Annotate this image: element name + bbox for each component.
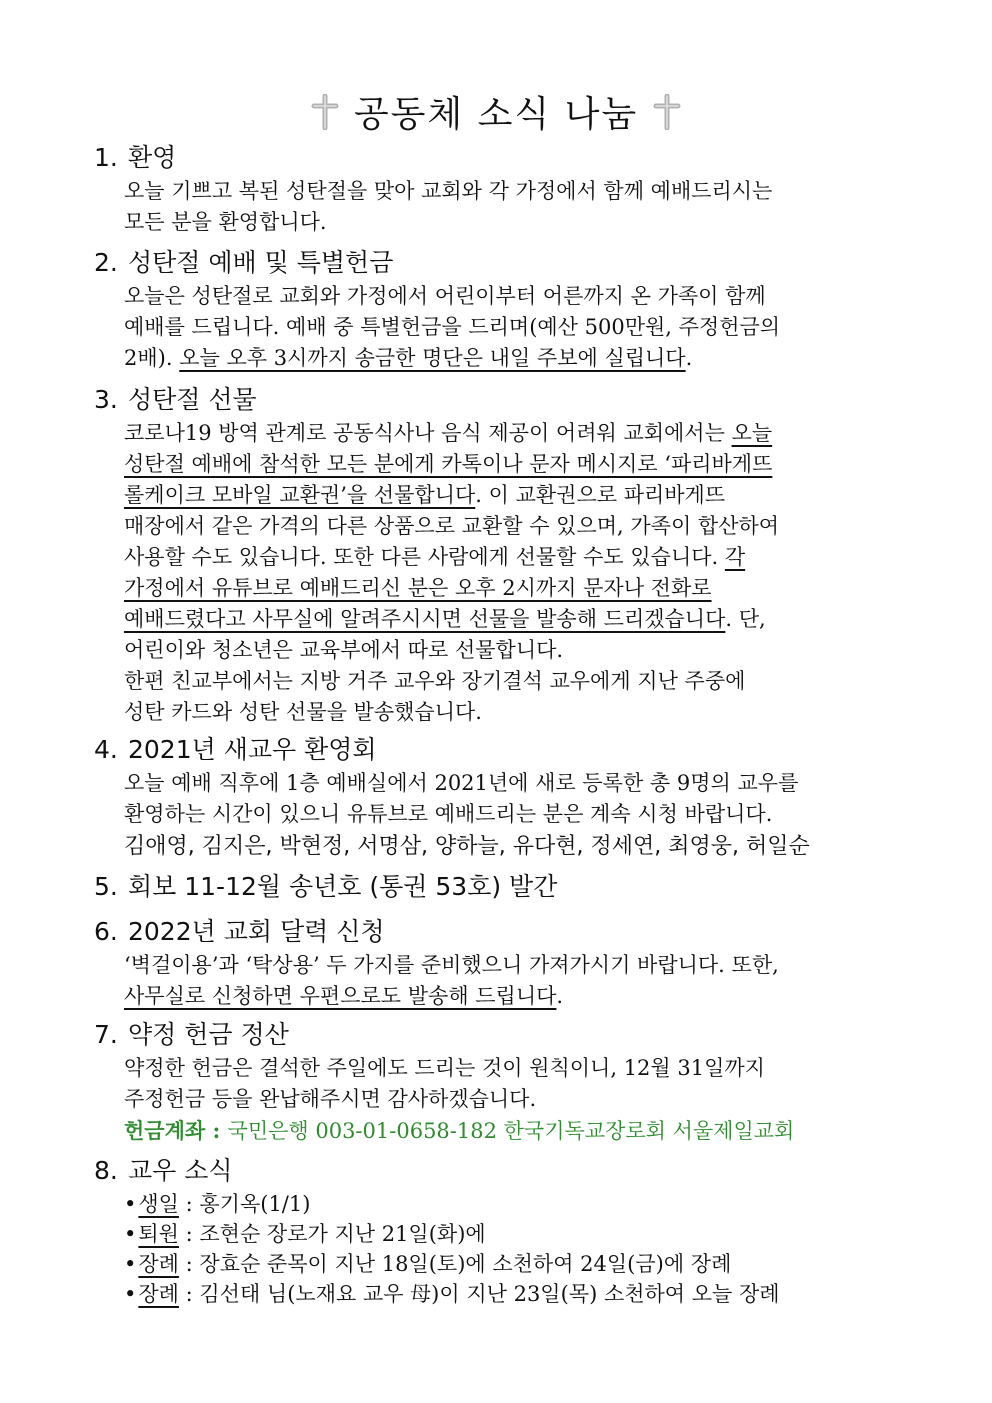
section-calendar	[94, 914, 904, 1012]
section-christmas-service	[94, 245, 904, 374]
section-newsletter	[94, 869, 904, 905]
page-title	[0, 86, 992, 139]
section-body: ‘벽걸이용’과 ‘탁상용’ 두 가지를 준비했으니 가져가시기 바랍니다. 또한, 사무실로 신청하면 우편으로도 발송해 드립니다.	[124, 953, 779, 1008]
section-new-members	[94, 732, 904, 864]
list-item: •생일 : 홍기옥(1/1)	[124, 1192, 311, 1216]
section-body: 오늘은 성탄절로 교회와 가정에서 어린이부터 어른까지 온 가족이 함께 예배를 드립니다. 예배 중 특별헌금을 드리며(예산 500만원, 주정헌금의 2배). 오늘 오후 3시까지 송금한 명단은 내일 주보에 실립니다.	[124, 284, 781, 370]
section-welcome	[94, 140, 904, 238]
section-pledge	[94, 1017, 904, 1147]
page-title-text: 공동체 소식 나눔	[353, 94, 639, 135]
section-body: 약정한 헌금은 결석한 주일에도 드리는 것이 원칙이니, 12월 31일까지 주정헌금 등을 완납해주시면 감사하겠습니다. 헌금계좌 : 국민은행 003-01-0658-182 한국기독교장로회 서울제일교회	[124, 1053, 904, 1147]
section-member-news	[94, 1153, 904, 1309]
list-item: •장례 : 장효순 준목이 지난 18일(토)에 소천하여 24일(금)에 장례	[124, 1252, 732, 1276]
section-body: 코로나19 방역 관계로 공동식사나 음식 제공이 어려워 교회에서는 오늘 성탄절 예배에 참석한 모든 분에게 카톡이나 문자 메시지로 ‘파리바게뜨 롤케이크 모바일 교환권’을 선물합니다. 이 교환권으로 파리바게뜨 매장에서 같은 가격의 다른 상품으로 교환할 수 있으며, 가족이 합산하여 사용할 수도 있습니다. 또한 다른 사람에게 선물할 수도 있습니다. 각 가정에서 유튜브로 예배드리신 분은 오후 2시까지 문자나 전화로 예배드렸다고 사무실에 알려주시시면 선물을 발송해 드리겠습니다. 단, 어린이와 청소년은 교육부에서 따로 선물합니다. 한편 친교부에서는 지방 거주 교우와 장기결석 교우에게 지난 주중에 성탄 카드와 성탄 선물을 발송했습니다.	[124, 421, 780, 724]
section-heading: 3. 성탄절 선물	[94, 385, 257, 414]
section-christmas-gift	[94, 382, 904, 728]
section-heading: 7. 약정 헌금 정산	[94, 1020, 289, 1049]
list-item: •퇴원 : 조현순 장로가 지난 21일(화)에	[124, 1222, 486, 1246]
member-news-list	[124, 1189, 904, 1309]
cross-icon	[310, 94, 340, 139]
section-heading: 8. 교우 소식	[94, 1156, 233, 1185]
section-heading: 1. 환영	[94, 143, 177, 172]
section-heading: 6. 2022년 교회 달력 신청	[94, 917, 385, 946]
new-member-names: 김애영, 김지은, 박현정, 서명삼, 양하늘, 유다현, 정세연, 최영웅, 허일순	[124, 834, 810, 859]
section-body: 오늘 기쁘고 복된 성탄절을 맞아 교회와 각 가정에서 함께 예배드리시는 모든 분을 환영합니다.	[124, 179, 773, 234]
section-heading: 5. 회보 11-12월 송년호 (통권 53호) 발간	[94, 872, 558, 901]
offering-account: 헌금계좌 : 국민은행 003-01-0658-182 한국기독교장로회 서울제일교회	[124, 1118, 795, 1143]
list-item: •장례 : 김선태 님(노재요 교우 母)이 지난 23일(목) 소천하여 오늘 장례	[124, 1282, 780, 1306]
cross-icon	[652, 94, 682, 139]
section-body: 오늘 예배 직후에 1층 예배실에서 2021년에 새로 등록한 총 9명의 교우를 환영하는 시간이 있으니 유튜브로 예배드리는 분은 계속 시청 바랍니다. 김애영, 김지은, 박현정, 서명삼, 양하늘, 유다현, 정세연, 최영웅, 허일순	[124, 768, 904, 864]
section-heading: 2. 성탄절 예배 및 특별헌금	[94, 248, 394, 277]
section-heading: 4. 2021년 새교우 환영회	[94, 735, 377, 764]
